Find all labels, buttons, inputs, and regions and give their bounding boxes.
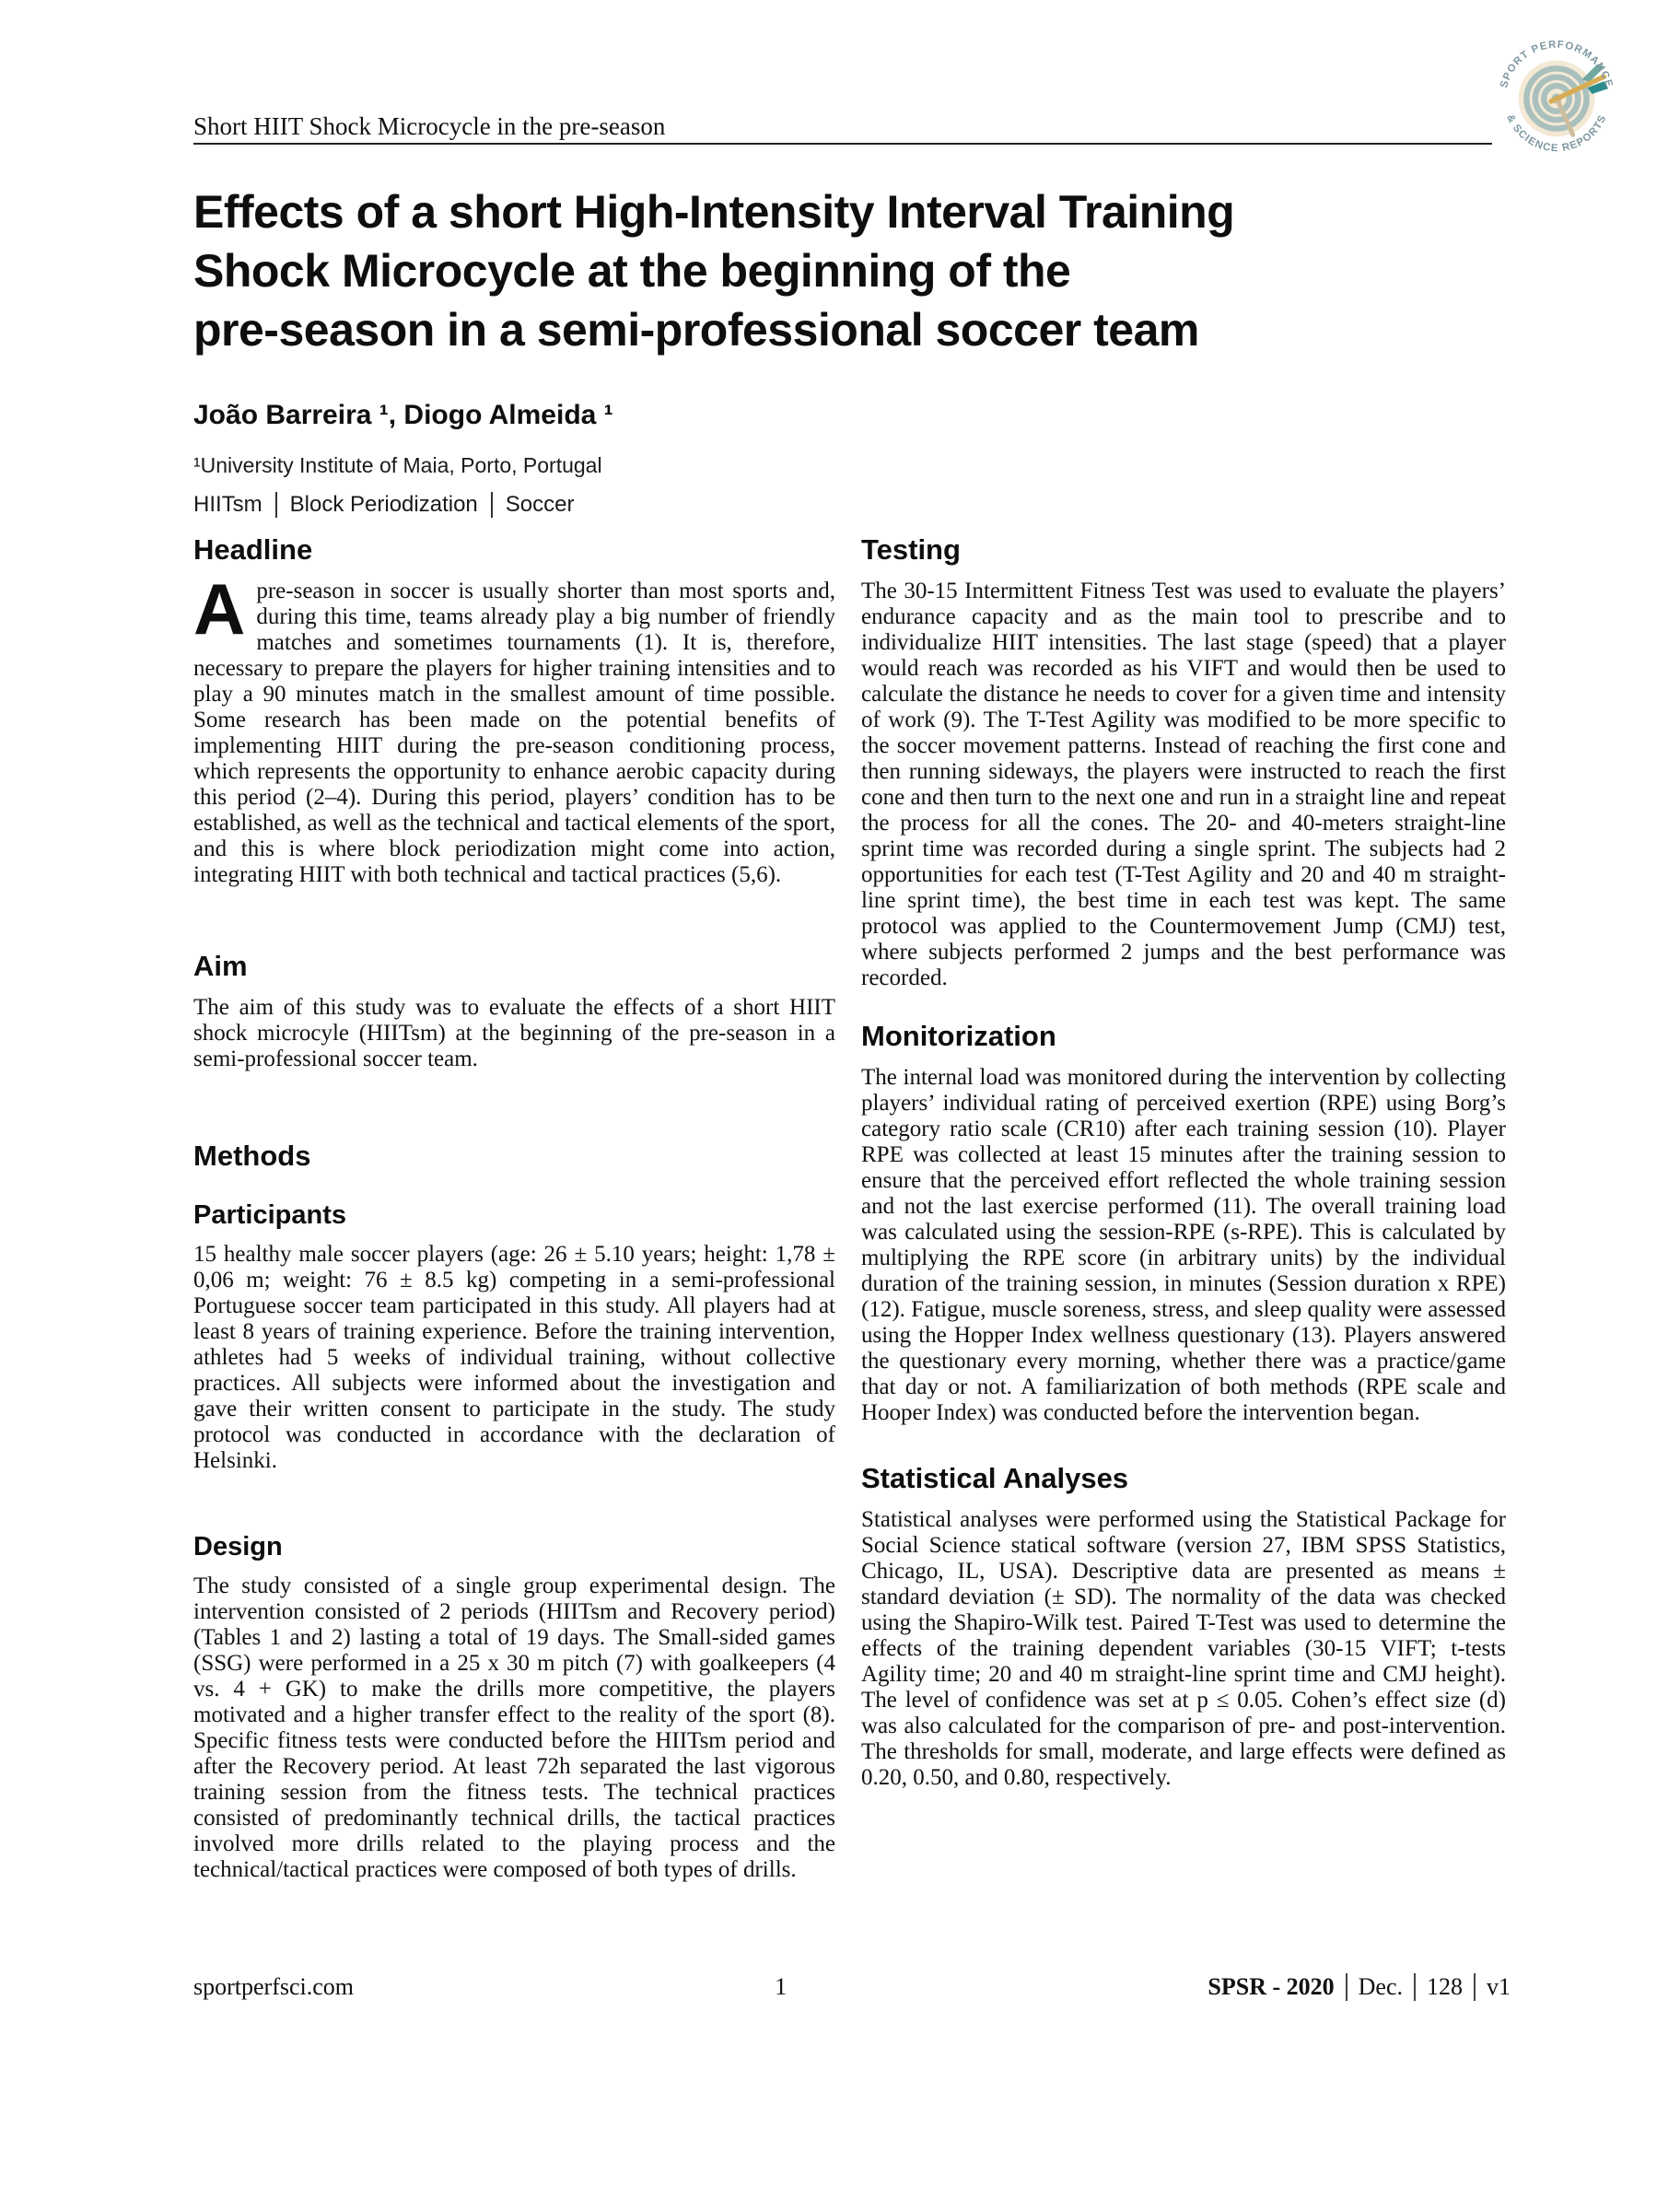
paragraph-statistical-analyses: Statistical analyses were performed using the Statistical Package for Social Science statical software (version 27, IBM SPSS Statistics, Chicago, IL, USA). Descriptive data are presented as means ± standard deviation (± SD). The normality of the data was checked using the Shapiro-Wilk test. Paired T-Test was used to determine the effects of the training dependent variables (30-15 VIFT; t-tests Agility time; 20 and 40 m straight-line sprint time and CMJ height). The level of confidence was set at p ≤ 0.05. Cohen’s effect size (d) was also calculated for the comparison of pre- and post-intervention. The thresholds for small, moderate, and large effects were defined as 0.20, 0.50, and 0.80, respectively.	[861, 1507, 1506, 1790]
running-title: Short HIIT Shock Microcycle in the pre-season	[193, 112, 666, 140]
page-title	[193, 182, 1520, 359]
heading-aim: Aim	[193, 950, 248, 982]
footer-month: Dec.	[1358, 1973, 1403, 2000]
page-title-line-2: Shock Microcycle at the beginning of the	[193, 245, 1071, 297]
heading-monitorization: Monitorization	[861, 1020, 1056, 1052]
dropcap-letter: A	[193, 568, 246, 649]
left-column	[193, 532, 835, 1883]
footer-site: sportperfsci.com	[193, 1973, 355, 2000]
keyword-divider	[491, 492, 493, 518]
paragraph-headline	[193, 568, 835, 888]
paragraph-testing: The 30-15 Intermittent Fitness Test was used to evaluate the players’ endurance capacity and as the main tool to prescribe and to individualize HIIT intensities. The last stage (speed) that a player would reach was recorded as his VIFT and would then be used to calculate the distance he needs to cover for a given time and intensity of work (9). The T-Test Agility was modified to be more specific to the soccer movement patterns. Instead of reaching the first cone and then running sideways, the players were instructed to reach the first cone and then turn to the next one and run in a straight line and repeat the process for all the cones. The 20- and 40-meters straight-line sprint time was recorded during a single sprint. The subjects had 2 opportunities for each test (T-Test Agility and 20 and 40 m straight-line sprint time), the best time in each test was kept. The same protocol was applied to the Countermovement Jump (CMJ) test, where subjects performed 2 jumps and the best performance was recorded.	[861, 579, 1506, 990]
paragraph-design: The study consisted of a single group experimental design. The intervention consisted of 2 periods (HIITsm and Recovery period) (Tables 1 and 2) lasting a total of 19 days. The Small-sided games (SSG) were performed in a 25 x 30 m pitch (7) with goalkeepers (4 vs. 4 + GK) to make the drills more competitive, the players motivated and a higher transfer effect to the reality of the sport (8). Specific fitness tests were conducted before the HIITsm period and after the Recovery period. At least 72h separated the last vigorous training session from the fitness tests. The technical practices consisted of predominantly technical drills, the tactical practices involved more drills related to the playing process and the technical/tactical practices were composed of both types of drills.	[193, 1573, 835, 1882]
right-column	[861, 532, 1506, 1791]
paragraph-aim: The aim of this study was to evaluate the effects of a short HIIT shock microcyle (HIITsm) at the beginning of the pre-season in a semi-professional soccer team.	[193, 995, 835, 1071]
keyword-divider	[275, 492, 277, 518]
logo-top-text: SPORT PERFORMANCE	[1499, 39, 1615, 89]
heading-participants: Participants	[193, 1200, 346, 1230]
footer-issue: 128	[1427, 1973, 1463, 2000]
footer	[193, 1973, 1511, 2001]
heading-statistical-analyses: Statistical Analyses	[861, 1462, 1129, 1494]
paragraph-participants: 15 healthy male soccer players (age: 26 ± 5.10 years; height: 1,78 ± 0,06 m; weight: 76 ± 8.5 kg) competing in a semi-professional Portuguese soccer team participated in this study. All players had at least 8 years of training experience. Before the training intervention, athletes had 5 weeks of individual training, without collective practices. All subjects were informed about the investigation and gave their written consent to participate in the study. The study protocol was conducted in accordance with the declaration of Helsinki.	[193, 1242, 835, 1473]
header-rule	[193, 143, 1492, 145]
logo-bottom-text: & SCIENCE REPORTS	[1504, 112, 1609, 155]
keyword-soccer: Soccer	[505, 492, 575, 517]
paragraph-monitorization: The internal load was monitored during the intervention by collecting players’ individual rating of perceived exertion (RPE) using Borg’s category ratio scale (CR10) after each training session (10). Player RPE was collected at least 15 minutes after the training session to ensure that the perceived effort reflected the whole training session and not the last exercise performed (11). The overall training load was calculated using the session-RPE (s-RPE). This is calculated by multiplying the RPE score (in arbitrary units) by the individual duration of the training session, in minutes (Session duration x RPE) (12). Fatigue, muscle soreness, stress, and sleep quality were assessed using the Hopper Index wellness questionary (13). Players answered the questionary every morning, whether there was a practice/game that day or not. A familiarization of both methods (RPE scale and Hooper Index) was conducted before the intervention began.	[861, 1065, 1506, 1425]
authors: João Barreira ¹, Diogo Almeida ¹	[193, 400, 613, 430]
heading-testing: Testing	[861, 533, 961, 566]
page-title-line-3: pre-season in a semi-professional soccer team	[193, 304, 1199, 356]
footer-journal: SPSR - 2020	[1208, 1973, 1335, 2000]
paragraph-headline-text: pre-season in soccer is usually shorter than most sports and, during this time, teams already play a big number of friendly matches and sometimes tournaments (1). It is, therefore, necessary to prepare the players for higher training intensities and to play a 90 minutes match in the smallest amount of time possible. Some research has been made on the potential benefits of implementing HIIT during the pre-season conditioning process, which represents the opportunity to enhance aerobic capacity during this period (2–4). During this period, players’ condition has to be established, as well as the technical and tactical elements of the sport, and this is where block periodization might come into action, integrating HIIT with both technical and tactical practices (5,6).	[193, 579, 835, 887]
heading-methods: Methods	[193, 1140, 311, 1172]
footer-journal-info	[1208, 1973, 1511, 2001]
footer-divider	[1346, 1973, 1348, 2001]
keywords	[193, 492, 574, 518]
footer-page-number: 1	[775, 1973, 788, 2000]
footer-version: v1	[1487, 1973, 1511, 2000]
journal-logo	[1488, 31, 1625, 162]
heading-design: Design	[193, 1532, 283, 1561]
page-title-line-1: Effects of a short High-Intensity Interval Training	[193, 186, 1235, 238]
heading-headline: Headline	[193, 533, 313, 566]
affiliation: ¹University Institute of Maia, Porto, Portugal	[193, 453, 602, 477]
keyword-block-periodization: Block Periodization	[289, 492, 478, 517]
footer-divider	[1474, 1973, 1476, 2001]
journal-logo-icon	[1488, 31, 1625, 162]
keyword-hiitsm: HIITsm	[193, 492, 262, 517]
footer-divider	[1414, 1973, 1416, 2001]
